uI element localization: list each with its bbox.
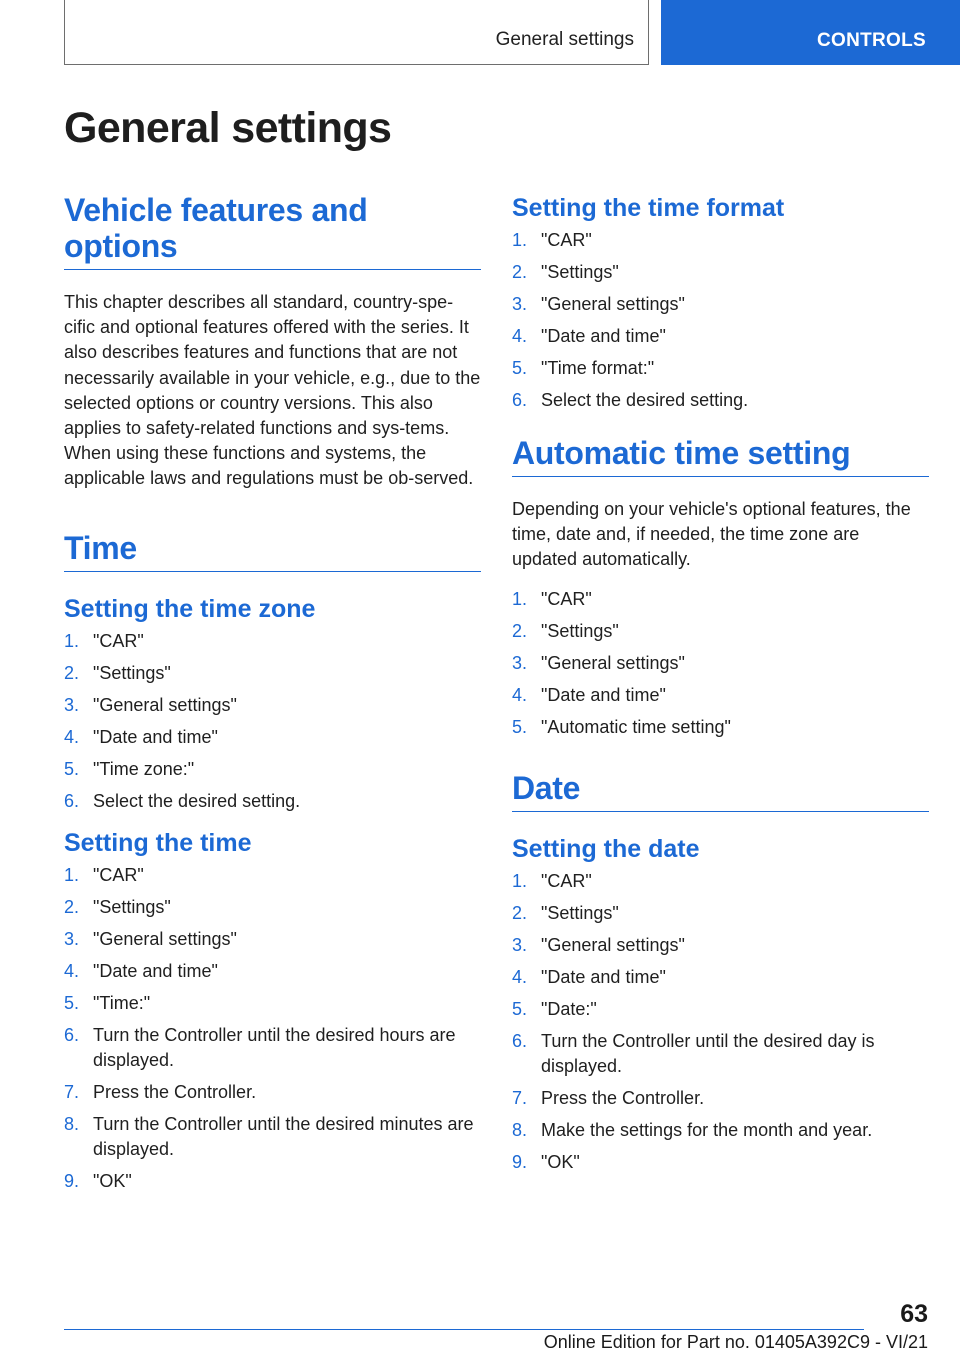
step-text: "CAR" — [541, 230, 592, 250]
date-heading: Date — [512, 770, 929, 812]
time-zone-heading: Setting the time zone — [64, 594, 316, 623]
step-text: Turn the Controller until the desired day is displayed. — [541, 1030, 875, 1076]
step-number: 8. — [512, 1119, 528, 1140]
time-format-steps — [512, 228, 929, 413]
step-item — [64, 725, 481, 750]
step-text: Turn the Controller until the desired minutes are displayed. — [93, 1113, 474, 1159]
step-text: "Automatic time setting" — [541, 716, 731, 737]
step-text: "General settings" — [93, 928, 237, 949]
step-item — [512, 260, 929, 285]
step-text: "Time format:" — [541, 358, 655, 378]
step-number: 5. — [64, 758, 80, 779]
step-text: "Time zone:" — [93, 758, 195, 779]
header-chapter-tab[interactable] — [661, 0, 960, 65]
step-number: 6. — [512, 390, 528, 410]
time-format-heading: Setting the time format — [512, 194, 785, 222]
vehicle-features-heading: Vehicle features and options — [64, 192, 481, 270]
footer-divider — [64, 1329, 864, 1330]
step-item — [512, 292, 929, 317]
step-number: 4. — [512, 684, 528, 705]
step-text: "Settings" — [541, 902, 619, 923]
set-time-heading: Setting the time — [64, 828, 252, 857]
step-number: 3. — [512, 294, 528, 314]
step-number: 4. — [64, 960, 80, 981]
step-item — [512, 587, 929, 612]
step-item — [512, 1086, 929, 1111]
step-text: Turn the Controller until the desired hours are displayed. — [93, 1024, 456, 1070]
step-item — [64, 863, 481, 888]
step-item — [64, 1169, 481, 1194]
step-number: 1. — [512, 870, 528, 891]
step-item — [512, 997, 929, 1022]
step-text: "Date and time" — [93, 960, 218, 981]
step-text: "CAR" — [93, 864, 144, 885]
vehicle-features-body: This chapter describes all standard, country-spe-cific and optional features offered with the series. It also describes features and functions that are not necessarily available in your vehicle, e.g., due to the selected options or country versions. This also applies to safety-related functions and sys-tems. When using these functions and systems, the applicable laws and regulations must be ob-served. — [64, 292, 481, 489]
step-number: 4. — [512, 326, 528, 346]
right-column — [512, 192, 929, 1182]
step-text: "Date and time" — [93, 726, 218, 747]
step-number: 5. — [512, 358, 528, 378]
step-item — [512, 683, 929, 708]
step-item — [512, 933, 929, 958]
page-title: General settings — [64, 104, 392, 152]
step-number: 5. — [64, 992, 80, 1013]
header-section-box — [64, 0, 649, 65]
step-item — [64, 1112, 481, 1162]
step-item — [512, 228, 929, 253]
step-item — [64, 959, 481, 984]
step-number: 1. — [512, 230, 528, 250]
step-text: "General settings" — [541, 294, 685, 314]
step-number: 5. — [512, 998, 528, 1019]
step-number: 9. — [512, 1151, 528, 1172]
step-text: "CAR" — [541, 588, 592, 609]
set-time-steps — [64, 863, 481, 1194]
step-text: Select the desired setting. — [541, 390, 749, 410]
step-item — [64, 789, 481, 814]
step-item — [64, 991, 481, 1016]
time-zone-steps — [64, 629, 481, 814]
step-item — [512, 324, 929, 349]
step-item — [512, 651, 929, 676]
step-text: Press the Controller. — [541, 1087, 705, 1108]
step-number: 3. — [64, 928, 80, 949]
step-text: "General settings" — [93, 694, 237, 715]
step-item — [64, 693, 481, 718]
automatic-time-body: Depending on your vehicle's optional features, the time, date and, if needed, the time zone are updated automatically. — [512, 499, 911, 570]
step-number: 3. — [512, 934, 528, 955]
step-item — [64, 927, 481, 952]
step-text: "Date and time" — [541, 326, 666, 346]
step-text: "Date and time" — [541, 684, 666, 705]
step-item — [64, 661, 481, 686]
header-chapter-label: CONTROLS — [816, 30, 926, 51]
step-item — [64, 1080, 481, 1105]
step-item — [512, 388, 929, 413]
step-item — [512, 869, 929, 894]
step-number: 2. — [512, 620, 528, 641]
step-text: Select the desired setting. — [93, 790, 301, 811]
step-number: 3. — [64, 694, 80, 715]
left-column — [64, 192, 481, 1201]
step-text: "Settings" — [541, 620, 619, 641]
step-item — [512, 1029, 929, 1079]
step-number: 2. — [64, 662, 80, 683]
step-text: "OK" — [93, 1170, 132, 1191]
step-text: "Time:" — [93, 992, 151, 1013]
step-number: 7. — [64, 1081, 80, 1102]
header-section-title: General settings — [495, 29, 634, 50]
step-item — [512, 619, 929, 644]
step-number: 2. — [512, 902, 528, 923]
step-item — [512, 965, 929, 990]
step-text: "General settings" — [541, 652, 685, 673]
step-number: 6. — [64, 790, 80, 811]
step-number: 9. — [64, 1170, 80, 1191]
step-text: "OK" — [541, 1151, 580, 1172]
step-item — [512, 1118, 929, 1143]
step-number: 2. — [64, 896, 80, 917]
step-item — [64, 895, 481, 920]
automatic-time-heading: Automatic time setting — [512, 435, 929, 477]
step-item — [512, 1150, 929, 1175]
step-text: "Date and time" — [541, 966, 666, 987]
set-date-heading: Setting the date — [512, 834, 700, 863]
step-text: Make the settings for the month and year. — [541, 1119, 873, 1140]
step-number: 1. — [64, 630, 80, 651]
page-number: 63 — [900, 1300, 928, 1328]
footer-edition-text: Online Edition for Part no. 01405A392C9 - VI/21 — [543, 1332, 928, 1352]
automatic-time-steps — [512, 587, 929, 740]
step-item — [512, 715, 929, 740]
step-number: 5. — [512, 716, 528, 737]
step-text: "Settings" — [541, 262, 619, 282]
step-number: 1. — [512, 588, 528, 609]
time-heading: Time — [64, 530, 481, 572]
step-item — [64, 629, 481, 654]
set-date-steps — [512, 869, 929, 1175]
step-text: "Date:" — [541, 998, 597, 1019]
step-number: 8. — [64, 1113, 80, 1134]
step-text: Press the Controller. — [93, 1081, 257, 1102]
step-number: 4. — [64, 726, 80, 747]
step-text: "Settings" — [93, 896, 171, 917]
step-text: "Settings" — [93, 662, 171, 683]
step-number: 6. — [512, 1030, 528, 1051]
step-item — [512, 901, 929, 926]
step-item — [512, 356, 929, 381]
step-number: 4. — [512, 966, 528, 987]
step-number: 6. — [64, 1024, 80, 1045]
step-number: 2. — [512, 262, 528, 282]
step-number: 1. — [64, 864, 80, 885]
step-number: 7. — [512, 1087, 528, 1108]
step-text: "CAR" — [541, 870, 592, 891]
step-item — [64, 757, 481, 782]
step-text: "General settings" — [541, 934, 685, 955]
step-item — [64, 1023, 481, 1073]
step-number: 3. — [512, 652, 528, 673]
step-text: "CAR" — [93, 630, 144, 651]
